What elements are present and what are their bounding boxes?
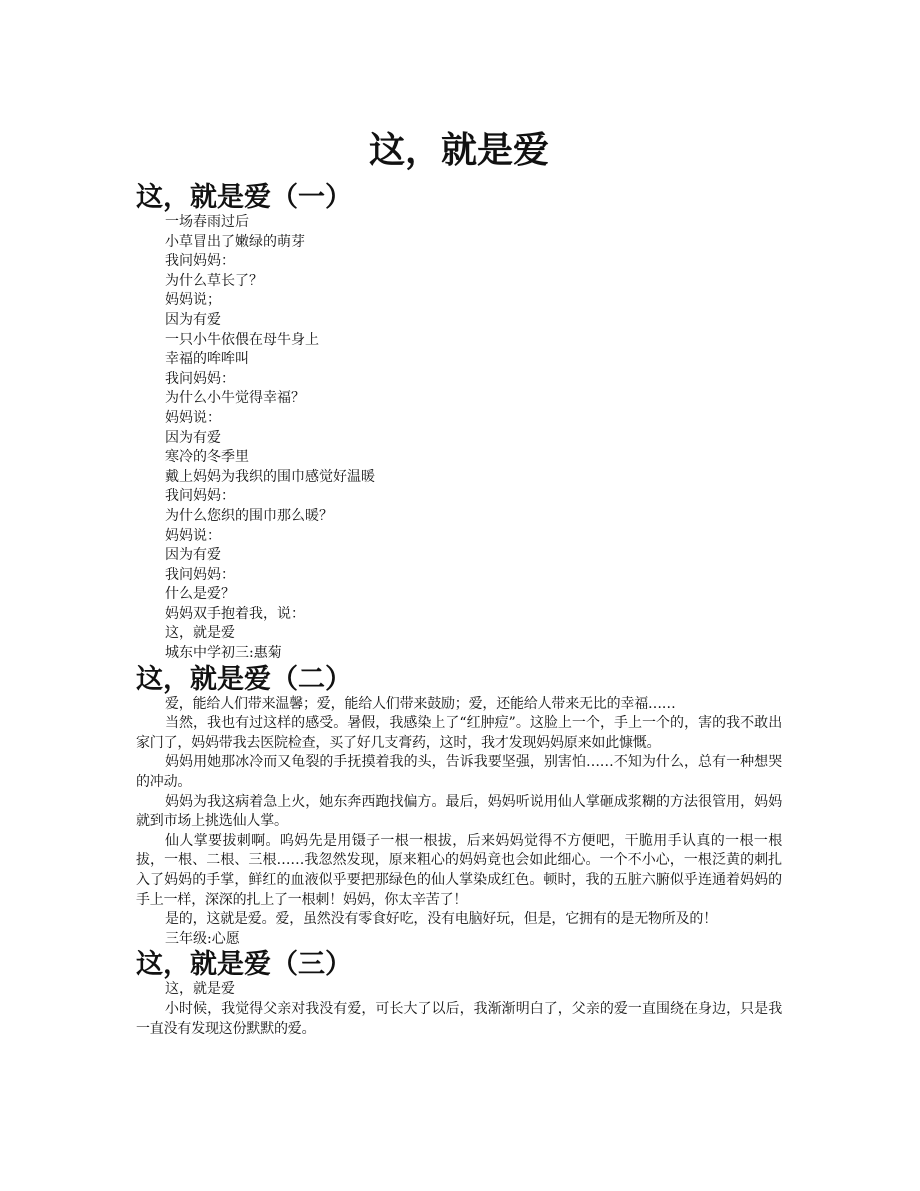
paragraph: 小时候，我觉得父亲对我没有爱，可长大了以后，我渐渐明白了，父亲的爱一直围绕在身边，只是我一直没有发现这份默默的爱。: [136, 1000, 782, 1037]
section-3: [136, 949, 782, 1039]
poem-line: 小草冒出了嫩绿的萌芽: [165, 233, 305, 250]
poem-line: 这，就是爱: [165, 625, 235, 642]
poem-line: 一只小牛依偎在母牛身上: [165, 331, 319, 348]
poem-line: 妈妈说：: [165, 527, 221, 544]
poem-line: 一场春雨过后: [165, 214, 249, 230]
section-2: [136, 664, 782, 950]
document-page: [136, 124, 782, 1039]
paragraph: 妈妈用她那冰冷而又龟裂的手抚摸着我的头，告诉我要坚强，别害怕……不知为什么，总有一种想哭的冲动。: [136, 754, 782, 791]
poem-line: 妈妈说：: [165, 409, 221, 426]
poem-line: 我问妈妈：: [165, 370, 235, 387]
poem-line: 为什么草长了？: [165, 272, 263, 289]
section-heading: 这，就是爱（三）: [136, 949, 352, 981]
section-heading: 这，就是爱（二）: [136, 663, 352, 695]
poem-line: 为什么小牛觉得幸福？: [165, 390, 305, 407]
poem-line: 戴上妈妈为我织的围巾感觉好温暖: [165, 468, 375, 485]
poem-line: 因为有爱: [165, 311, 221, 328]
poem-line: 妈妈双手抱着我，说：: [165, 605, 305, 622]
paragraph: 是的，这就是爱。爱，虽然没有零食好吃，没有电脑好玩，但是，它拥有的是无物所及的！: [165, 911, 717, 928]
poem-line: 我问妈妈：: [165, 566, 235, 583]
poem-line: 为什么您织的围巾那么暖？: [165, 507, 333, 524]
paragraph: 爱，能给人们带来温馨；爱，能给人们带来鼓励；爱，还能给人带来无比的幸福……: [165, 695, 676, 712]
section-1: [136, 182, 782, 664]
poem-line: 因为有爱: [165, 429, 221, 446]
poem-line: 我问妈妈：: [165, 488, 235, 505]
document-title: 这，就是爱: [368, 130, 549, 171]
poem-line: 妈妈说；: [165, 292, 221, 309]
paragraph: 妈妈为我这病着急上火，她东奔西跑找偏方。最后，妈妈听说用仙人掌砸成浆糊的方法很管用，妈妈就到市场上挑选仙人掌。: [136, 793, 782, 830]
poem-line: 什么是爱？: [165, 586, 235, 603]
section-heading: 这，就是爱（一）: [136, 182, 352, 213]
poem-line: 寒冷的冬季里: [165, 449, 249, 466]
poem-line: 我问妈妈：: [165, 253, 235, 270]
paragraph: 仙人掌要拔刺啊。呜妈先是用镊子一根一根拔，后来妈妈觉得不方便吧，干脆用手认真的一根一根拔，一根、二根、三根……我忽然发现，原来粗心的妈妈竟也会如此细心。一个不小心，一根泛黄的刺扎入了妈妈的手掌，鲜红的血液似乎要把那绿色的仙人掌染成红色。顿时，我的五脏六腑似乎连通着妈妈的手上一样，深深的扎上了一根刺！妈妈，你太辛苦了！: [136, 832, 782, 908]
paragraph: 当然，我也有过这样的感受。暑假，我感染上了“红肿痘”。这脸上一个，手上一个的，害的我不敢出家门了，妈妈带我去医院检查，买了好几支膏药，这时，我才发现妈妈原来如此慷慨。: [136, 715, 782, 751]
poem-line: 因为有爱: [165, 547, 221, 564]
poem-line: 这，就是爱: [165, 981, 235, 998]
poem-line: 幸福的哞哞叫: [165, 351, 249, 368]
author-signature: 城东中学初三:惠菊: [165, 645, 282, 662]
author-signature: 三年级:心愿: [165, 930, 240, 947]
